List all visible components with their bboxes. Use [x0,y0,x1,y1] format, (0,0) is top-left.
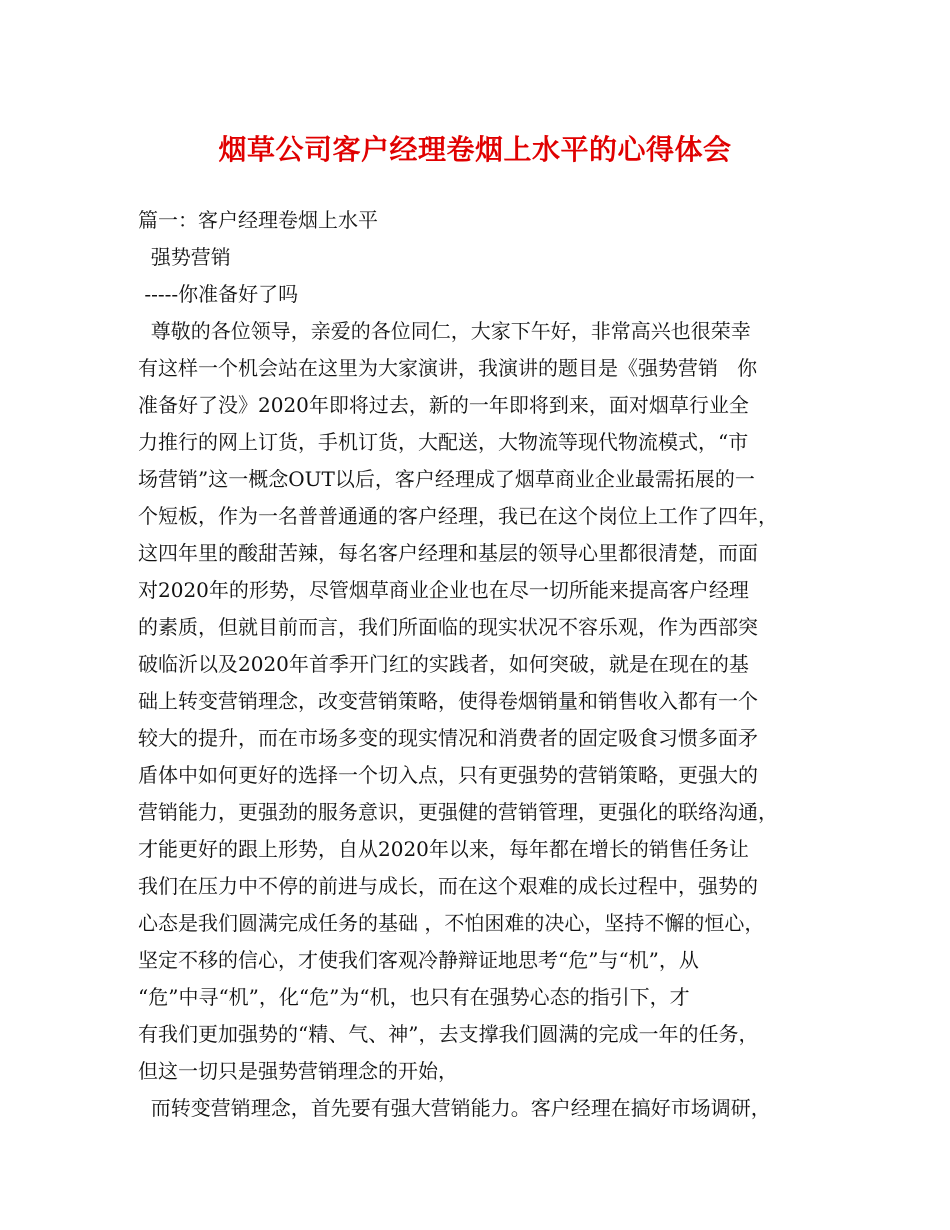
text-line: 场营销”这一概念OUT以后，客户经理成了烟草商业企业最需拓展的一 [138,467,755,491]
text-line: 这四年里的酸甜苦辣，每名客户经理和基层的领导心里都很清楚，而面 [138,541,758,565]
text-line: 较大的提升，而在市场多变的现实情况和消费者的固定吸食习惯多面矛 [138,726,758,750]
text-line: 心态是我们圆满完成任务的基础 ，不怕困难的决心，坚持不懈的恒心， [138,911,765,935]
text-line: 个短板，作为一名普普通通的客户经理，我已在这个岗位上工作了四年， [138,504,778,528]
text-line: 础上转变营销理念，改变营销策略，使得卷烟销量和销售收入都有一个 [138,689,758,713]
text-line: 破临沂以及2020年首季开门红的实践者，如何突破，就是在现在的基 [138,652,749,676]
text-line: 盾体中如何更好的选择一个切入点，只有更强势的营销策略，更强大的 [138,763,758,787]
text-line: 而转变营销理念，首先要有强大营销能力。客户经理在搞好市场调研， [138,1096,771,1120]
text-line: “危”中寻“机”，化“危”为“机，也只有在强势心态的指引下，才 [138,985,690,1009]
text-line: -----你准备好了吗 [138,282,299,306]
document-title: 烟草公司客户经理卷烟上水平的心得体会 [218,133,732,166]
text-line: 力推行的网上订货，手机订货，大配送，大物流等现代物流模式，“市 [138,430,749,454]
text-line: 营销能力，更强劲的服务意识，更强健的营销管理，更强化的联络沟通， [138,800,778,824]
text-line: 的素质，但就目前而言，我们所面临的现实状况不容乐观，作为西部突 [138,615,758,639]
text-line: 篇一：客户经理卷烟上水平 [138,208,378,232]
text-line: 准备好了没》2020年即将过去，新的一年即将到来，面对烟草行业全 [138,393,749,417]
text-line: 我们在压力中不停的前进与成长，而在这个艰难的成长过程中，强势的 [138,874,758,898]
text-line: 坚定不移的信心，才使我们客观冷静辩证地思考“危”与“机”，从 [138,948,699,972]
text-line: 才能更好的跟上形势，自从2020年以来，每年都在增长的销售任务让 [138,837,749,861]
document-body [138,202,826,1127]
text-line: 有这样一个机会站在这里为大家演讲，我演讲的题目是《强势营销 你 [138,356,758,380]
text-line: 有我们更加强势的“精、气、神”，去支撑我们圆满的完成一年的任务， [138,1022,759,1046]
text-line: 尊敬的各位领导，亲爱的各位同仁，大家下午好，非常高兴也很荣幸 [138,319,751,343]
text-line: 强势营销 [138,245,231,269]
text-line: 对2020年的形势，尽管烟草商业企业也在尽一切所能来提高客户经理 [138,578,749,602]
text-line: 但这一切只是强势营销理念的开始， [138,1059,458,1083]
